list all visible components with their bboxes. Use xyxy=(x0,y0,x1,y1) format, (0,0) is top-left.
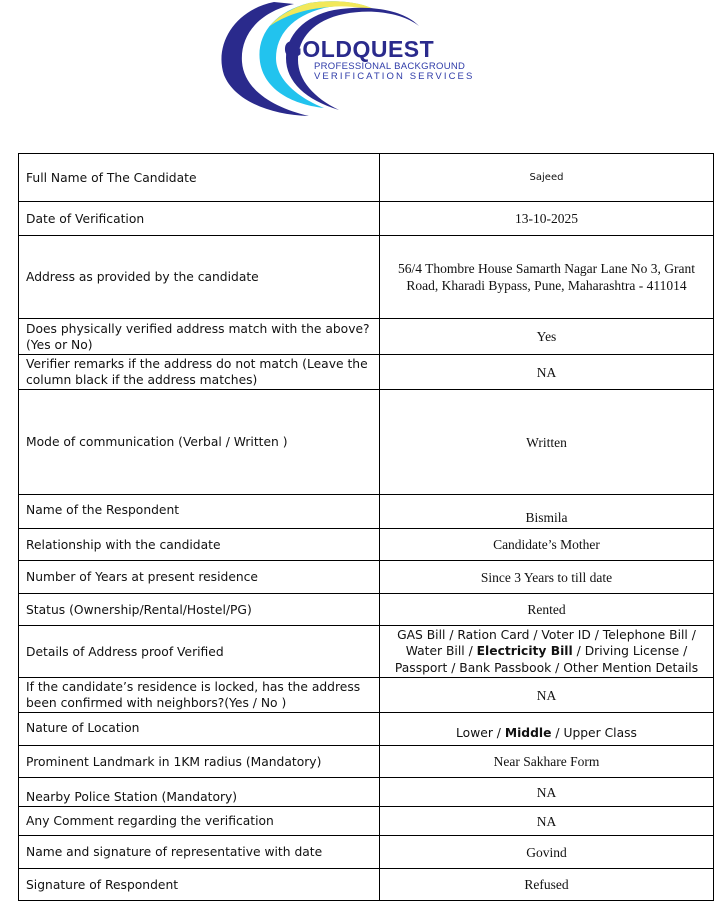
table-row xyxy=(19,778,714,807)
table-row xyxy=(19,236,714,319)
value-address: 56/4 Thombre House Samarth Nagar Lane No 3, Grant Road, Kharadi Bypass, Pune, Maharashtra - 411014 xyxy=(380,236,714,319)
label-full-name: Full Name of The Candidate xyxy=(19,154,380,202)
value-comment: NA xyxy=(380,807,714,836)
table-row xyxy=(19,713,714,746)
label-date-of-verification: Date of Verification xyxy=(19,202,380,236)
label-representative-signature: Name and signature of representative with date xyxy=(19,836,380,869)
table-row xyxy=(19,626,714,678)
label-years-at-residence: Number of Years at present residence xyxy=(19,561,380,594)
table-row xyxy=(19,529,714,561)
value-relationship: Candidate’s Mother xyxy=(380,529,714,561)
goldquest-logo xyxy=(214,0,524,118)
table-row xyxy=(19,390,714,495)
value-residence-status: Rented xyxy=(380,594,714,626)
value-full-name: Sajeed xyxy=(380,154,714,202)
value-nature-of-location xyxy=(380,713,714,746)
table-row xyxy=(19,836,714,869)
value-mode-of-communication: Written xyxy=(380,390,714,495)
label-relationship: Relationship with the candidate xyxy=(19,529,380,561)
label-nature-of-location: Nature of Location xyxy=(19,713,380,746)
label-mode-of-communication: Mode of communication (Verbal / Written ) xyxy=(19,390,380,495)
table-row xyxy=(19,561,714,594)
value-landmark: Near Sakhare Form xyxy=(380,746,714,778)
label-comment: Any Comment regarding the verification xyxy=(19,807,380,836)
table-row xyxy=(19,202,714,236)
label-address-match: Does physically verified address match with the above? (Yes or No) xyxy=(19,319,380,355)
address-proof-options-after: / Driving License / Passport / Bank Passbook / Other Mention Details xyxy=(394,644,699,675)
value-years-at-residence: Since 3 Years to till date xyxy=(380,561,714,594)
table-row xyxy=(19,746,714,778)
label-respondent-signature: Signature of Respondent xyxy=(19,869,380,901)
table-row xyxy=(19,154,714,202)
logo-tagline-line1: PROFESSIONAL BACKGROUND xyxy=(314,61,466,72)
location-selected: Middle xyxy=(504,725,552,740)
value-respondent-signature: Refused xyxy=(380,869,714,901)
value-verifier-remarks: NA xyxy=(380,355,714,390)
label-locked-residence: If the candidate’s residence is locked, has the address been confirmed with neighbors?(Yes / No ) xyxy=(19,678,380,713)
value-representative-signature: Govind xyxy=(380,836,714,869)
label-address-proof: Details of Address proof Verified xyxy=(19,626,380,678)
table-row xyxy=(19,355,714,390)
value-respondent-name: Bismila xyxy=(380,495,714,529)
label-verifier-remarks: Verifier remarks if the address do not match (Leave the column black if the address matches) xyxy=(19,355,380,390)
table-row xyxy=(19,678,714,713)
label-residence-status: Status (Ownership/Rental/Hostel/PG) xyxy=(19,594,380,626)
value-address-match: Yes xyxy=(380,319,714,355)
label-respondent-name: Name of the Respondent xyxy=(19,495,380,529)
logo-tagline-line2: VERIFICATION SERVICES xyxy=(314,71,475,82)
table-row xyxy=(19,807,714,836)
address-proof-options-before: GAS Bill / Ration Card / Voter ID / Telephone Bill / Water Bill / xyxy=(397,627,696,659)
label-address: Address as provided by the candidate xyxy=(19,236,380,319)
label-landmark: Prominent Landmark in 1KM radius (Mandatory) xyxy=(19,746,380,778)
address-proof-selected: Electricity Bill xyxy=(476,644,573,659)
value-date-of-verification: 13-10-2025 xyxy=(380,202,714,236)
location-options-before: Lower / xyxy=(456,725,505,740)
table-row xyxy=(19,495,714,529)
verification-report-table xyxy=(18,153,714,901)
table-row xyxy=(19,319,714,355)
value-police-station: NA xyxy=(380,778,714,807)
table-row xyxy=(19,869,714,901)
logo-brand: GOLDQUEST xyxy=(284,36,435,62)
location-options-after: / Upper Class xyxy=(551,725,637,740)
value-address-proof xyxy=(380,626,714,678)
label-police-station: Nearby Police Station (Mandatory) xyxy=(19,778,380,807)
table-row xyxy=(19,594,714,626)
value-locked-residence: NA xyxy=(380,678,714,713)
